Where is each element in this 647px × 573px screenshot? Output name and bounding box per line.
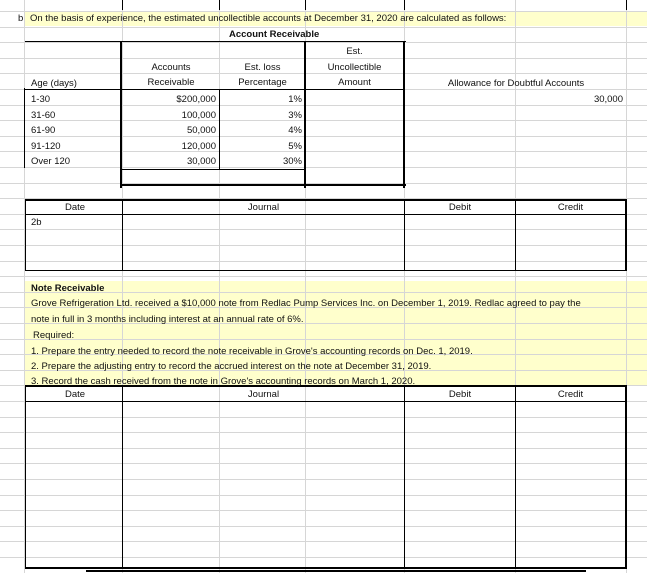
gridline-row <box>0 245 647 246</box>
journal2-header-debit: Debit <box>448 389 472 400</box>
ar-col-line <box>120 41 122 188</box>
journal1-header-debit: Debit <box>448 202 472 213</box>
journal1-header-credit: Credit <box>557 202 584 213</box>
journal1-header-bottom <box>25 214 627 215</box>
receivable-cell[interactable]: 30,000 <box>186 156 216 168</box>
gridline-row <box>0 276 647 277</box>
gridline-row <box>0 479 647 480</box>
gridline-row <box>0 557 647 558</box>
journal1-header-journal: Journal <box>247 202 280 213</box>
gridline-row <box>0 541 647 542</box>
note-item2: 2. Prepare the adjusting entry to record the accrued interest on the note at December 31, 2019. <box>31 361 432 372</box>
gridline-row <box>0 417 647 418</box>
journal2-col <box>122 385 123 568</box>
note-line1: Grove Refrigeration Ltd. received a $10,000 note from Redlac Pump Services Inc. on December 1, 2019. Redlac agreed to pay the <box>31 298 581 309</box>
ar-left-border <box>24 88 25 168</box>
gridline-row <box>0 261 647 262</box>
journal2-header-credit: Credit <box>557 389 584 400</box>
loss-pct-cell[interactable]: 1% <box>288 94 302 105</box>
note-item1: 1. Prepare the entry needed to record the note receivable in Grove's accounting records on Dec. 1, 2019. <box>31 346 473 357</box>
receivable-cell[interactable]: 120,000 <box>181 140 216 152</box>
gridline-row <box>0 495 647 496</box>
gridline-row <box>0 27 647 28</box>
note-item3: 3. Record the cash received from the note in Grove's accounting records on March 1, 2020. <box>31 376 416 387</box>
header-pct-line1: Est. loss <box>244 62 281 73</box>
loss-pct-cell[interactable]: 5% <box>288 140 302 152</box>
ar-col-line <box>403 41 405 188</box>
intro-text: On the basis of experience, the estimated uncollectible accounts at December 31, 2020 are calculated as follows: <box>30 13 507 24</box>
age-cell[interactable]: Over 120 <box>31 156 71 168</box>
gridline-row <box>0 136 647 137</box>
gridline-row <box>0 11 647 12</box>
gridline-row <box>0 151 647 152</box>
ar-total-line <box>120 169 306 170</box>
receivable-cell[interactable]: $200,000 <box>176 94 216 105</box>
journal2-left <box>25 385 26 568</box>
ar-table-top <box>25 41 406 42</box>
top-frame-line <box>626 0 627 10</box>
journal2-col <box>515 385 516 568</box>
gridline-row <box>0 463 647 464</box>
journal2-bottom <box>25 567 627 569</box>
journal2-col <box>404 385 405 568</box>
header-pct-line2: Percentage <box>238 77 287 88</box>
gridline-row <box>0 432 647 433</box>
gridline-row <box>0 339 647 340</box>
journal1-right <box>625 199 627 271</box>
loss-pct-cell[interactable]: 3% <box>288 109 302 121</box>
age-cell[interactable]: 31-60 <box>31 109 56 121</box>
ar-header-bottom <box>25 89 403 90</box>
gridline-row <box>0 229 647 230</box>
journal2-header-date: Date <box>64 389 86 400</box>
gridline-row <box>0 167 647 168</box>
gridline-row <box>0 526 647 527</box>
journal1-bottom <box>25 270 627 271</box>
note-required: Required: <box>33 330 75 341</box>
note-title: Note Receivable <box>31 283 105 294</box>
journal2-header-bottom <box>25 401 627 402</box>
header-allowance: Allowance for Doubtful Accounts <box>447 78 585 89</box>
journal2-right <box>625 385 627 568</box>
loss-pct-cell[interactable]: 4% <box>288 125 302 137</box>
top-frame-line <box>305 0 306 10</box>
top-frame-line <box>122 0 123 10</box>
gridline-row <box>0 42 647 43</box>
header-unc-line2: Uncollectible <box>327 62 382 73</box>
header-ar-line1: Accounts <box>151 62 191 73</box>
receivable-cell[interactable]: 50,000 <box>186 125 216 137</box>
note-line2: note in full in 3 months including interest at an annual rate of 6%. <box>31 314 304 325</box>
gridline-row <box>0 58 647 59</box>
receivable-cell[interactable]: 100,000 <box>181 109 216 121</box>
gridline-row <box>0 510 647 511</box>
top-frame-line <box>219 0 220 10</box>
age-cell[interactable]: 1-30 <box>31 94 51 105</box>
journal2-header-journal: Journal <box>247 389 280 400</box>
ar-total-double <box>120 184 406 186</box>
journal1-left <box>25 199 26 271</box>
loss-pct-cell[interactable]: 30% <box>282 156 302 168</box>
part-label: b <box>18 13 24 24</box>
age-cell[interactable]: 91-120 <box>31 140 61 152</box>
table-title: Account Receivable <box>229 29 320 40</box>
gridline-row <box>0 120 647 121</box>
journal1-first-date[interactable]: 2b <box>31 217 42 228</box>
header-ar-line2: Receivable <box>147 77 195 88</box>
allowance-value: 30,000 <box>593 94 623 105</box>
age-cell[interactable]: 61-90 <box>31 125 56 137</box>
sheet-bottom-bar <box>86 570 586 572</box>
header-unc-line1: Est. <box>346 46 363 57</box>
header-age: Age (days) <box>31 78 77 89</box>
top-frame-line <box>404 0 405 10</box>
journal1-header-date: Date <box>64 202 86 213</box>
gridline-row <box>0 448 647 449</box>
header-unc-line3: Amount <box>338 77 371 88</box>
journal1-top <box>25 199 627 201</box>
